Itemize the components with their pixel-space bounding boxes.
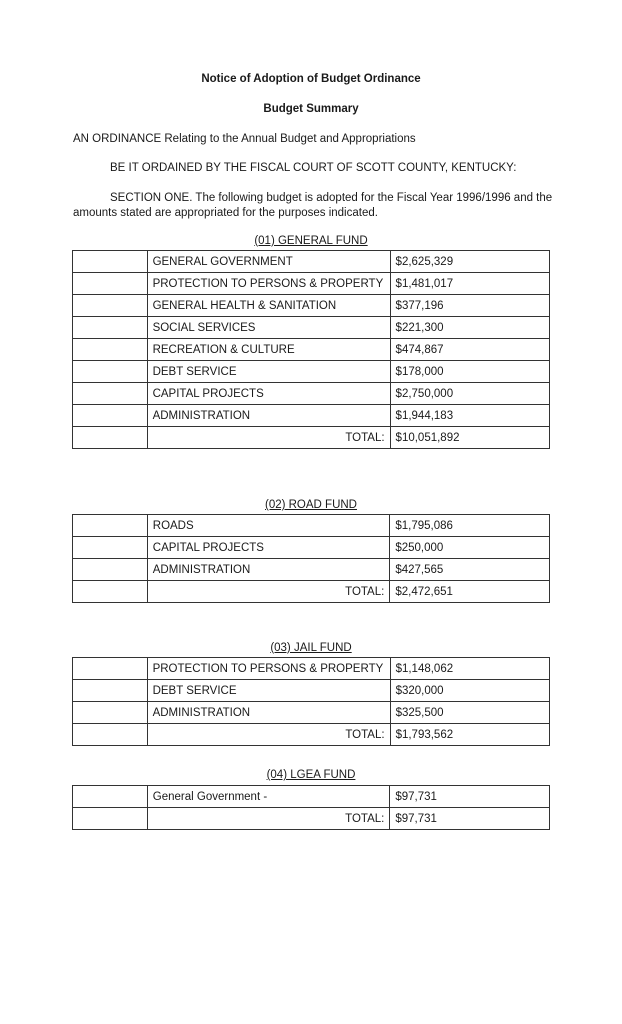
table-row (73, 383, 550, 405)
blank-cell (73, 339, 148, 361)
row-label: PROTECTION TO PERSONS & PROPERTY (147, 658, 390, 680)
row-label: GENERAL HEALTH & SANITATION (147, 295, 390, 317)
total-row (73, 427, 550, 449)
row-label: General Government - (147, 786, 390, 808)
row-label: DEBT SERVICE (147, 361, 390, 383)
row-label: CAPITAL PROJECTS (147, 537, 390, 559)
row-amount: $250,000 (390, 537, 550, 559)
total-amount: $2,472,651 (390, 581, 550, 603)
blank-cell (73, 273, 148, 295)
total-row (73, 581, 550, 603)
table-row (73, 251, 550, 273)
section-one-text: SECTION ONE. The following budget is adopted for the Fiscal Year 1996/1996 and the amounts stated are appropriated for the purposes indicated. (73, 192, 553, 219)
blank-cell (73, 295, 148, 317)
blank-cell (73, 515, 148, 537)
row-amount: $2,625,329 (390, 251, 549, 273)
total-label: TOTAL: (147, 427, 390, 449)
ordained-line: BE IT ORDAINED BY THE FISCAL COURT OF SCOTT COUNTY, KENTUCKY: (110, 162, 517, 174)
table-row (73, 405, 550, 427)
row-amount: $427,565 (390, 559, 550, 581)
row-amount: $221,300 (390, 317, 549, 339)
table-row (73, 273, 550, 295)
blank-cell (73, 702, 148, 724)
row-amount: $1,481,017 (390, 273, 549, 295)
row-label: ADMINISTRATION (147, 559, 390, 581)
row-label: SOCIAL SERVICES (147, 317, 390, 339)
document-title: Notice of Adoption of Budget Ordinance (201, 73, 421, 85)
row-amount: $178,000 (390, 361, 549, 383)
total-label: TOTAL: (147, 808, 390, 830)
row-amount: $1,944,183 (390, 405, 549, 427)
fund-table-general (72, 250, 550, 449)
table-row (73, 786, 550, 808)
fund-table-jail (72, 657, 550, 746)
row-amount: $320,000 (390, 680, 549, 702)
row-label: CAPITAL PROJECTS (147, 383, 390, 405)
table-row (73, 702, 550, 724)
row-label: ROADS (147, 515, 390, 537)
blank-cell (73, 405, 148, 427)
fund-table-road (72, 514, 550, 603)
row-label: PROTECTION TO PERSONS & PROPERTY (147, 273, 390, 295)
total-amount: $10,051,892 (390, 427, 549, 449)
fund-heading-lgea: (04) LGEA FUND (266, 769, 356, 781)
row-amount: $377,196 (390, 295, 549, 317)
total-label: TOTAL: (147, 724, 390, 746)
blank-cell (73, 317, 148, 339)
table-row (73, 295, 550, 317)
table-row (73, 658, 550, 680)
blank-cell (73, 724, 148, 746)
fund-heading-jail: (03) JAIL FUND (270, 642, 352, 654)
total-amount: $1,793,562 (390, 724, 549, 746)
blank-cell (73, 559, 148, 581)
fund-table-lgea (72, 785, 550, 830)
table-row (73, 361, 550, 383)
row-amount: $97,731 (390, 786, 550, 808)
blank-cell (73, 786, 148, 808)
blank-cell (73, 251, 148, 273)
blank-cell (73, 537, 148, 559)
row-amount: $474,867 (390, 339, 549, 361)
document-subtitle: Budget Summary (263, 103, 359, 115)
row-amount: $1,795,086 (390, 515, 550, 537)
row-label: GENERAL GOVERNMENT (147, 251, 390, 273)
blank-cell (73, 383, 148, 405)
row-label: RECREATION & CULTURE (147, 339, 390, 361)
total-row (73, 808, 550, 830)
table-row (73, 680, 550, 702)
table-row (73, 559, 550, 581)
blank-cell (73, 427, 148, 449)
row-amount: $1,148,062 (390, 658, 549, 680)
table-row (73, 515, 550, 537)
fund-heading-road: (02) ROAD FUND (264, 499, 357, 511)
table-row (73, 317, 550, 339)
row-label: ADMINISTRATION (147, 702, 390, 724)
blank-cell (73, 680, 148, 702)
blank-cell (73, 658, 148, 680)
total-row (73, 724, 550, 746)
fund-heading-general: (01) GENERAL FUND (254, 235, 368, 247)
total-amount: $97,731 (390, 808, 550, 830)
blank-cell (73, 808, 148, 830)
blank-cell (73, 581, 148, 603)
blank-cell (73, 361, 148, 383)
row-amount: $2,750,000 (390, 383, 549, 405)
total-label: TOTAL: (147, 581, 390, 603)
row-label: DEBT SERVICE (147, 680, 390, 702)
table-row (73, 339, 550, 361)
table-row (73, 537, 550, 559)
row-amount: $325,500 (390, 702, 549, 724)
ordinance-line: AN ORDINANCE Relating to the Annual Budget and Appropriations (73, 133, 416, 145)
row-label: ADMINISTRATION (147, 405, 390, 427)
